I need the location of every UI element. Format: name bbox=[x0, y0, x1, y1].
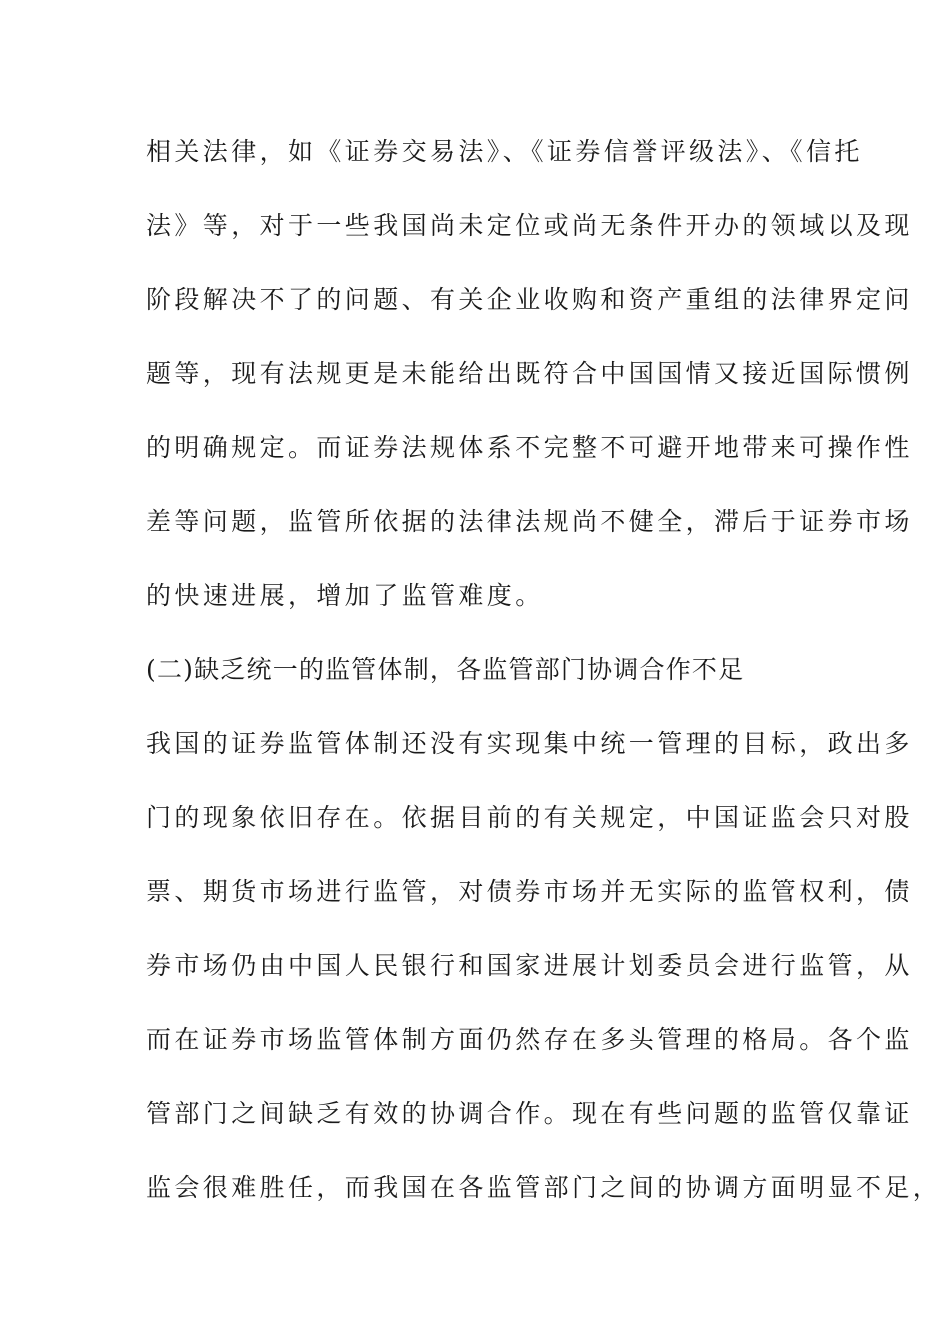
paragraph-line: 的明确规定。而证券法规体系不完整不可避开地带来可操作性 bbox=[146, 433, 913, 462]
paragraph-line: 而在证券市场监管体制方面仍然存在多头管理的格局。各个监 bbox=[146, 1025, 913, 1054]
paragraph-line: 法》等，对于一些我国尚未定位或尚无条件开办的领域以及现 bbox=[146, 211, 913, 240]
paragraph-line: 管部门之间缺乏有效的协调合作。现在有些问题的监管仅靠证 bbox=[146, 1099, 913, 1128]
paragraph-line: 我国的证券监管体制还没有实现集中统一管理的目标，政出多 bbox=[146, 729, 913, 758]
paragraph-line: 券市场仍由中国人民银行和国家进展计划委员会进行监管，从 bbox=[146, 951, 913, 980]
section-heading: (二)缺乏统一的监管体制，各监管部门协调合作不足 bbox=[146, 655, 745, 684]
paragraph-line: 差等问题，监管所依据的法律法规尚不健全，滞后于证券市场 bbox=[146, 507, 913, 536]
paragraph-line: 阶段解决不了的问题、有关企业收购和资产重组的法律界定问 bbox=[146, 285, 913, 314]
paragraph-line: 的快速进展，增加了监管难度。 bbox=[146, 581, 544, 610]
paragraph-line: 题等，现有法规更是未能给出既符合中国国情又接近国际惯例 bbox=[146, 359, 913, 388]
paragraph-line: 门的现象依旧存在。依据目前的有关规定，中国证监会只对股 bbox=[146, 803, 913, 832]
paragraph-line: 相关法律，如《证券交易法》、《证券信誉评级法》、《信托 bbox=[146, 137, 863, 166]
paragraph-line: 票、期货市场进行监管，对债券市场并无实际的监管权利，债 bbox=[146, 877, 913, 906]
paragraph-line: 监会很难胜任，而我国在各监管部门之间的协调方面明显不足， bbox=[146, 1173, 942, 1202]
